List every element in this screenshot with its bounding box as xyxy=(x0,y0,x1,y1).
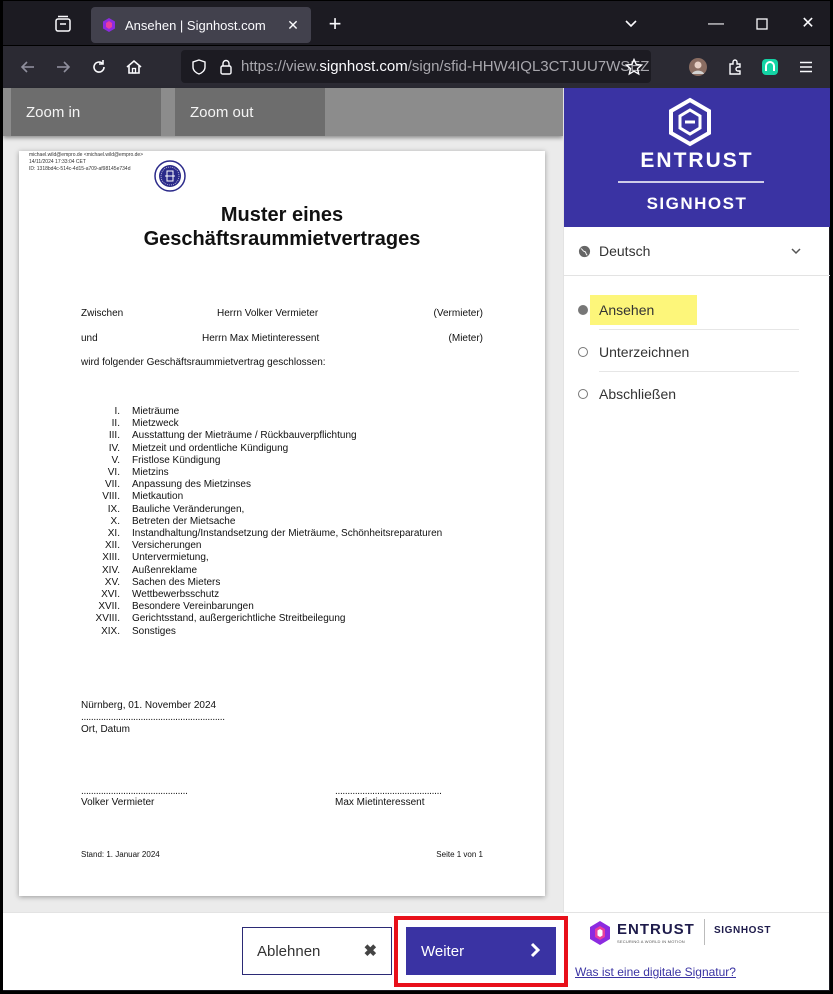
toc-item xyxy=(81,540,481,552)
lock-icon[interactable] xyxy=(219,59,233,75)
brand-entrust-text: ENTRUST xyxy=(640,149,754,172)
toc-item xyxy=(81,589,481,601)
url-bar[interactable] xyxy=(181,50,651,83)
extension-app-icon[interactable] xyxy=(759,56,781,78)
step-indicator-active xyxy=(578,305,588,315)
signer-tenant: Max Mietinteressent xyxy=(335,797,425,808)
toc-number: VIII. xyxy=(102,491,120,503)
document-title-line1: Muster eines xyxy=(220,204,344,226)
toc-item xyxy=(81,467,481,479)
chevron-down-icon xyxy=(790,245,802,257)
page-number: Seite 1 von 1 xyxy=(436,850,483,859)
toc-label: Mietzweck xyxy=(132,418,179,430)
list-tabs-icon[interactable] xyxy=(623,15,639,31)
toc-number: II. xyxy=(111,418,120,430)
toc-item xyxy=(81,418,481,430)
step-unterzeichnen xyxy=(564,330,830,372)
toc-number: IX. xyxy=(107,503,120,515)
forward-icon[interactable] xyxy=(52,56,74,78)
footer-brand-entrust: ENTRUST xyxy=(617,921,695,938)
document-title xyxy=(19,203,545,251)
menu-icon[interactable] xyxy=(795,56,817,78)
close-window-icon[interactable]: ✕ xyxy=(801,15,815,32)
toc-item xyxy=(81,504,481,516)
toc-label: Außenreklame xyxy=(132,564,198,576)
document-id-meta: ID: 1318bd4c-514c-4d15-a709-af98145e734d xyxy=(29,166,131,172)
browser-navbar xyxy=(0,46,833,88)
toc-label: Untervermietung, xyxy=(132,552,209,564)
home-icon[interactable] xyxy=(123,56,145,78)
toc-number: XV. xyxy=(104,576,120,588)
step-label: Unterzeichnen xyxy=(599,344,690,360)
digital-signature-help-link[interactable]: Was ist eine digitale Signatur? xyxy=(575,965,736,979)
table-of-contents xyxy=(81,406,481,638)
action-footer xyxy=(3,912,829,990)
back-icon[interactable] xyxy=(17,56,39,78)
toc-label: Bauliche Veränderungen, xyxy=(132,503,245,515)
shield-icon[interactable] xyxy=(191,59,207,75)
toc-label: Mietzeit und ordentliche Kündigung xyxy=(132,442,289,454)
close-icon: ✖ xyxy=(363,943,377,960)
toc-item xyxy=(81,552,481,564)
footer-brand-tagline: SECURING A WORLD IN MOTION xyxy=(617,939,685,944)
document-viewer[interactable] xyxy=(3,88,563,912)
maximize-icon[interactable] xyxy=(751,13,773,35)
bookmark-star-icon[interactable] xyxy=(625,58,643,76)
step-label: Abschließen xyxy=(599,386,677,402)
toc-number: III. xyxy=(108,430,120,442)
language-selector[interactable] xyxy=(564,227,830,276)
language-label: Deutsch xyxy=(599,243,651,259)
chevron-right-icon xyxy=(528,941,542,963)
toc-label: Anpassung des Mietzinses xyxy=(132,479,251,491)
signhost-favicon-icon xyxy=(101,17,117,33)
toc-number: XVI. xyxy=(101,589,120,601)
contract-intro: wird folgender Geschäftsraummietvertrag geschlossen: xyxy=(81,357,326,368)
toc-number: VI. xyxy=(107,467,120,479)
toc-label: Sonstiges xyxy=(132,625,176,637)
signing-steps xyxy=(564,288,830,414)
step-abschliessen xyxy=(564,372,830,414)
new-tab-icon[interactable]: + xyxy=(328,11,342,36)
signing-sidebar xyxy=(563,88,829,912)
toc-number: XVII. xyxy=(98,601,120,613)
toc-number: XIII. xyxy=(102,552,120,564)
page-content xyxy=(3,88,829,990)
toc-label: Mieträume xyxy=(132,406,180,417)
toc-number: V. xyxy=(111,454,120,466)
entrust-signhost-logo xyxy=(564,88,830,227)
url-text[interactable]: https://view.signhost.com/sign/sfid-HHW4IQL3CTJUU7WSEZ xyxy=(241,58,650,75)
place-date-value: Nürnberg, 01. November 2024 xyxy=(81,700,217,711)
toc-item xyxy=(81,430,481,442)
toc-item xyxy=(81,491,481,503)
signature-seal-icon xyxy=(154,160,186,192)
toc-item xyxy=(81,443,481,455)
landlord-name: Herrn Volker Vermieter xyxy=(217,308,319,319)
tab-title: Ansehen | Signhost.com xyxy=(125,17,266,33)
signature-line-landlord: ........................................... xyxy=(81,786,188,797)
toc-label: Betreten der Mietsache xyxy=(132,515,236,527)
and-label: und xyxy=(81,333,98,344)
decline-button-label: Ablehnen xyxy=(257,942,321,960)
place-date-label: Ort, Datum xyxy=(81,724,130,735)
zoom-out-button[interactable]: Zoom out xyxy=(175,88,325,136)
toc-label: Besondere Vereinbarungen xyxy=(132,601,254,613)
globe-icon xyxy=(578,245,591,258)
toc-item xyxy=(81,479,481,491)
landlord-role: (Vermieter) xyxy=(433,308,483,319)
document-title-line2: Geschäftsraummietvertrages xyxy=(143,228,421,250)
signer-email-meta: michael.wild@empro.de <michael.wild@empro.de> xyxy=(29,152,144,158)
zoom-in-button[interactable]: Zoom in xyxy=(11,88,161,136)
toc-item xyxy=(81,626,481,638)
toc-label: Ausstattung der Mieträume / Rückbauverpflichtung xyxy=(132,430,357,442)
toc-item xyxy=(81,455,481,467)
footer-brand-logo xyxy=(588,919,778,947)
toc-item xyxy=(81,613,481,625)
toc-item xyxy=(81,601,481,613)
minimize-icon[interactable]: — xyxy=(708,15,724,32)
toc-number: XI. xyxy=(107,528,120,540)
toc-item xyxy=(81,577,481,589)
footer-brand-divider xyxy=(704,919,705,945)
toc-item xyxy=(81,565,481,577)
document-page xyxy=(19,151,545,896)
next-button-label: Weiter xyxy=(421,942,465,960)
toc-number: X. xyxy=(110,515,120,527)
extensions-icon[interactable] xyxy=(724,56,746,78)
toc-label: Wettbewerbsschutz xyxy=(132,589,220,601)
step-label: Ansehen xyxy=(590,295,697,325)
toc-number: I. xyxy=(114,406,120,417)
reload-icon[interactable] xyxy=(88,56,110,78)
entrust-hexagon-icon xyxy=(588,920,612,946)
step-ansehen xyxy=(564,288,830,330)
toc-label: Mietzins xyxy=(132,467,169,479)
tab-signhost[interactable] xyxy=(91,7,311,43)
tabs-overview-icon[interactable] xyxy=(53,14,73,34)
step-indicator xyxy=(578,389,588,399)
zoom-toolbar xyxy=(3,88,563,136)
signature-line-tenant: ........................................... xyxy=(335,786,442,797)
decline-button[interactable] xyxy=(242,927,392,975)
browser-titlebar xyxy=(0,0,833,46)
brand-signhost-text: SIGNHOST xyxy=(646,194,748,213)
toc-label: Mietkaution xyxy=(132,491,184,503)
toc-number: XVIII. xyxy=(95,613,120,625)
toc-label: Sachen des Mieters xyxy=(132,576,221,588)
toc-label: Fristlose Kündigung xyxy=(132,454,221,466)
toc-number: IV. xyxy=(108,442,120,454)
step-indicator xyxy=(578,347,588,357)
toc-item xyxy=(81,528,481,540)
tenant-name: Herrn Max Mietinteressent xyxy=(202,333,320,344)
tenant-role: (Mieter) xyxy=(448,333,483,344)
toc-label: Versicherungen xyxy=(132,540,202,552)
between-label: Zwischen xyxy=(81,308,124,319)
profile-avatar[interactable] xyxy=(687,56,709,78)
toc-label: Gerichtsstand, außergerichtliche Streitbeilegung xyxy=(132,613,346,625)
close-tab-icon[interactable]: ✕ xyxy=(287,16,299,33)
toc-item xyxy=(81,516,481,528)
place-date-line: .......................................................... xyxy=(81,712,225,723)
toc-number: XII. xyxy=(104,540,120,552)
toc-number: XIX. xyxy=(101,625,120,637)
toc-item xyxy=(81,406,481,418)
footer-brand-signhost: SIGNHOST xyxy=(714,925,772,936)
document-version: Stand: 1. Januar 2024 xyxy=(81,850,160,859)
toc-number: XIV. xyxy=(102,564,120,576)
signer-landlord: Volker Vermieter xyxy=(81,797,155,808)
timestamp-meta: 14/11/2024 17:33:04 CET xyxy=(29,159,86,165)
toc-number: VII. xyxy=(104,479,120,491)
next-button[interactable] xyxy=(406,927,556,975)
toc-label: Instandhaltung/Instandsetzung der Mieträume, Schönheitsreparaturen xyxy=(132,528,443,540)
